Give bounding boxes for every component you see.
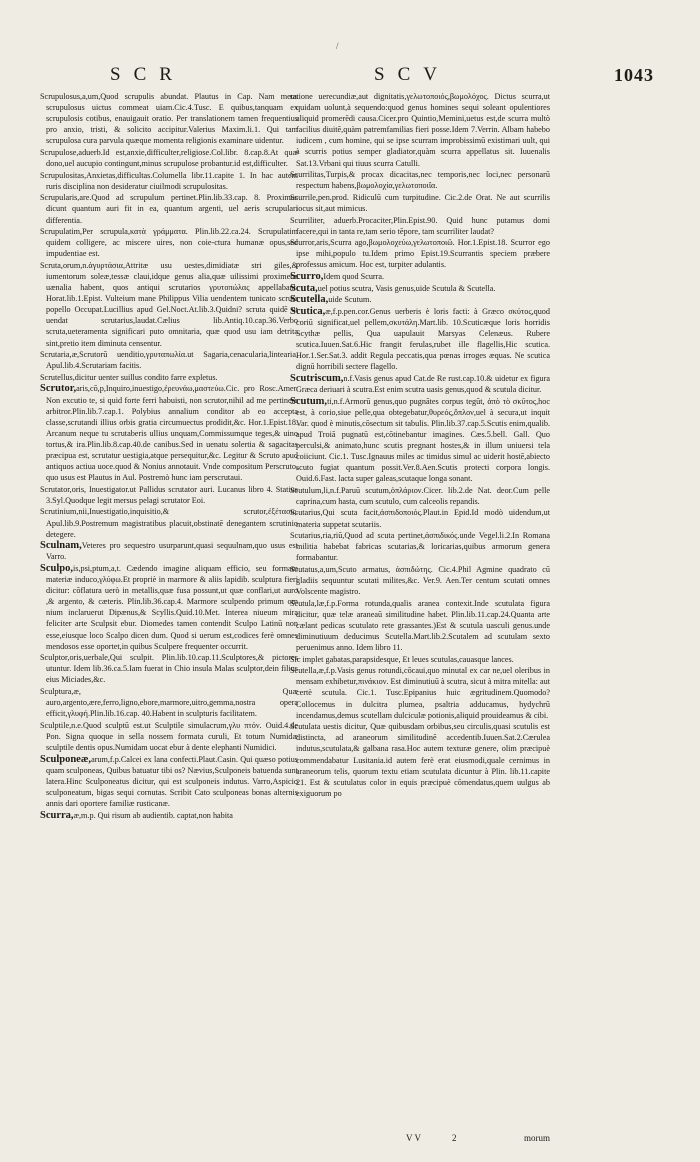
dictionary-entry (290, 507, 550, 529)
dictionary-entry (290, 564, 550, 597)
entry-headword: Scrutor, (40, 383, 77, 395)
dictionary-entry (290, 530, 550, 563)
dictionary-entry (40, 372, 298, 383)
dictionary-entry (290, 294, 550, 305)
running-head-right: SCV (374, 64, 450, 85)
dictionary-entry (290, 215, 550, 237)
entry-headword: Scutriscum, (290, 372, 344, 384)
entry-text: Scrupulositas,Anxietas,difficultas.Columella libr.11.capite 1. In hac autem ruris disciplina non desideratur ciuilmodi scrupulositas. (40, 170, 298, 191)
entry-text: Scrupularis,are.Quod ad scrupulum pertinet.Plin.lib.33.cap. 8. Proximus dicunt quantum auri fit in ea, quantum argenti, uel aeris scrupulari differentia. (40, 193, 298, 225)
dictionary-entry (40, 754, 298, 809)
entry-headword: Scutella, (290, 294, 329, 306)
entry-text: Scutulata uestis dicitur, Quæ quibusdam orbibus,seu circulis,quasi scutulis est distincta, ad araneorum similitudinē accedentib.Iuuen.Sat.2.Cærulea indutus,scutulata,& galbana rasa.Hoc autem texturæ genere, olim præcipuè commendabatur Lusitania.id autem ferè erat eiusmodi,quale cernimus in araneorum telis, quorum textu etiam scutulata dicuntur à Plin. lib.11.capite 21. Est & scutulatus color in equis præcipuè cōmendatus,quem uulgus ab exiguorum po (290, 722, 550, 798)
entry-text: Sculptor,oris,uerbale,Qui sculpit. Plin.lib.10.cap.11.Sculptores,& pictores utuntur. Idem lib.36.ca.5.Iam fuerat in Chio insula Malas sculptor,dein filius eius Miciades,&c. (40, 653, 298, 685)
dictionary-entry (290, 283, 550, 294)
dictionary-entry (40, 506, 298, 539)
entry-text: Scurror,aris,Scurra ago,βωμολοχεύω,γελωτοποιῶ. Hor.1.Epist.18. Scurror ego ipse mihi,populo tu.Idem primo Epist.19.Scurrantis speciem præbere professus amicum. Hoc est, turpiter adulantis. (290, 238, 550, 270)
dictionary-entry (290, 271, 550, 282)
entry-text: Scrutinium,nii,Inuestigatio,inquisitio,& scrutor,ἐξέτασις. Apul.lib.9.Postremum magistratibus placuit,obstinatē denegantem scrutinio detegere. (40, 507, 298, 539)
entry-text: Scruta,orum,n.ἀγυρτάσια,Attritæ usu uestes,dimidiatæ stri giles,& iumentorum soleæ,tessæ claui,idque genus alia,quæ uilissimi proximetæ uænalia habent, quos antiqui scrutarios γρυτοπώλας appellabant. Horat.lib.1.Epist. Vulteium mane Philippus Vilia uendentem tunicato scruta popello Occupat.Lucillius apud Gel.Noct.At.lib.3.Quidni? scruta quidē ut uendat scrutarius,laudat.Cælius lib.Antiq.10.cap.36.Verbo scruta,ueteramenta significari puto omnitaria, quæ quod usu iam detrita sint,pretio item diminuta censentur. (40, 260, 298, 348)
entry-text: Sculptura,æ, Quæ auro,argento,ære,ferro,ligno,ebore,marmore,uitro,gemma,nostra opera efficit,γλυφή.Plin.lib.16.cap. 40.Habent in sculpturis facilitatem. (40, 686, 298, 719)
entry-text: Veteres pro sequestro usurparunt,quasi sequulnam,quo usus est Varro. (46, 541, 298, 562)
dictionary-entry (40, 147, 298, 169)
entry-text: Scrutaria,æ,Scrutorū uenditio,γρυταπωλία.ut Sagaria,cenacularia,lintearia. Apul.lib.4.Scrutariam facitis. (40, 350, 298, 371)
entry-text: Scutulum,li,n.f.Paruū scutum,ὁπλάριον.Cicer. lib.2.de Nat. deor.Cum pelle caprina,cum hasta, cum scutulo, cum calceolis repandis. (290, 485, 550, 506)
entry-text: uide Scutum. (328, 295, 372, 305)
dictionary-entry (290, 237, 550, 270)
signature-mark: VV (406, 1133, 423, 1143)
entry-text: uel potius scutra, Vasis genus,uide Scutula & Scutella. (317, 283, 496, 293)
dictionary-entry (290, 654, 550, 665)
dictionary-entry (40, 720, 298, 753)
left-column (40, 91, 298, 821)
dictionary-entry (40, 192, 298, 225)
dictionary-entry (40, 652, 298, 685)
page-number: 1043 (614, 65, 654, 85)
dictionary-entry (290, 192, 550, 214)
dictionary-entry (40, 686, 298, 719)
entry-text: n.f.Vasis genus apud Cat.de Re rust.cap.10.& uidetur ex figura Græca deriuari à scutra.Est enim scutra uasis genus,quod & scutula dicitur. (296, 373, 550, 394)
entry-text: Sculptile,n.e.Quod sculptū est.ut Sculptile simulacrum,γλυ πτόν. Ouid.4.de Pon. Signa quoque in sella nossem formata curuli, Et totum Numidæ sculptile dentis opus.Numidam uocat ebur à dente elephanti Numidici. (40, 720, 298, 752)
entry-headword: Sculnam, (40, 540, 82, 552)
entry-text: ratione uerecundiæ,aut dignitatis,γελωτοποιός,βωμολόχος. Dictus scurra,ut quidam uolunt,à sequendo:quod genus homines sequi soleant opulentiores aliquid promerēdi causa.Cicer.pro Quintio,Memini,uetus est,de scurra multò facilius diuitē,quàm patremfamilias fieri posse.Idem 7.Verrin. Albam habebo iudicem , cum homine, qui se ipse scurram improbissimū existimari uult, qui à scurris potius semper gladiator,quàm scurra appellatus sit. Iuuenalis Sat.13.Vrbani qui tiuus scurra Catulli. (290, 92, 550, 168)
entry-headword: Sculpo, (40, 562, 73, 574)
entry-text: Scutula,læ,f.p.Forma rotunda,qualis aranea contexit.Inde scutulata figura dicitur, quæ telæ araneaū similitudine habet. Plin.lib.11.cap.24.Quanta arte cælant pedicas scutulato rete grassantes.)Est & scutula uasculi genus.unde diminutiuum deducimus Scutella.Mart.lib.2.Scutalem ad scutulam sexto peruenimus anno. Idem libro 11. (290, 598, 550, 653)
entry-headword: Scurra, (40, 809, 74, 821)
entry-text: Scrupulose,aduerb.Id est,anxie,difficulter,religiose.Col.libr. 8.cap.8.At quæ dono,uel aucupio contingunt,minus scrupulose probantur.id est,difficulter. (40, 147, 298, 169)
entry-text: Scrupulosus,a,um,Quod scrupulis abundat. Plautus in Cap. Nam meus scrupulosus uictus commeat uiam.Cic.4.Tusc. E quibus,tanquam ex scrupulosis cotibus, enauigauit oratio. Per translationem tamen frequentius pro anxio, tristi, & solicito accipitur.Valerius Maxim.li.1. Qui tam scrupulosa cura parvula quæque momenta religionis examinare uidentur. (40, 92, 298, 146)
dictionary-entry (290, 396, 550, 485)
dictionary-entry (290, 91, 550, 169)
entry-headword: Scutum, (290, 395, 328, 407)
running-head-left: SCR (110, 64, 185, 85)
dictionary-entry (40, 349, 298, 371)
dictionary-entry (40, 383, 298, 483)
dictionary-entry (290, 485, 550, 507)
entry-text: Scutarius,Qui scuta facit,ἀσπιδοποιός.Plaut.in Epid.Id modò uidendum,ut materia suppetat scutariis. (290, 508, 550, 529)
dictionary-entry (40, 260, 298, 349)
page-mark: / (336, 41, 339, 51)
signature-number: 2 (452, 1133, 457, 1143)
dictionary-entry (40, 91, 298, 146)
entry-text: aris,cō,p,Inquiro,inuestigo,ἐρευνάω,μαστεύω.Cic. pro Rosc.Amer. Non excutio te, si quid forte ferri habuisti, non scrutor,nihil ad me pertinere arbitror.Plin.lib.7.cap.1. Polybius annalium conditor ab eo accepta classe,scrutandi illius orbis gratia circumuectus prodidit,&c. Hor.1.Epist.18. Arcanum neque tu scrutaberis ullius unquam,Commissumque teges,& uino tortus,& ira.Plin.lib.8.cap.40.de canibus.Sed in uenatu solertia & sagacitas præcipua est, scrutatur uestigia,atque persequitur,&c. Legitur & Scruto apud antiquos actiua uoce.quod & Nonius annotauit. Vnde compositum Perscruto, quo usus est Plautus in Aul. Postremò hunc iam perscrutaui. (46, 384, 298, 483)
entry-text: æ,f.p.pen.cor.Genus uerberis è loris facti: à Græco σκύτος,quod coriū significat,uel pellem,σκυτάλη.Mart.lib. 10.Scuticæque loris horridis Scythæ pellis, Qua uapulauit Marsyas Celenæus. Rubere scutica.Iuuen.Sat.6.Hic frangit ferulas,rubet ille flagellis,Hic scutica. Hor.1.Ser.Sat.3. addit Regula peccatis,qua pœnas irroges æquas. Ne scutica dignū horribili sectere flagello. (296, 306, 550, 372)
dictionary-entry (290, 169, 550, 191)
entry-headword: Sculponeæ, (40, 753, 92, 765)
dictionary-entry (40, 540, 298, 562)
entry-text: arum,f.p.Calcei ex lana confecti.Plaut.Casin. Qui quæso potius quam sculponeas, Quibus batuatur tibi os? Nævius,Sculponeis batuenda sunt latera.Hinc Sculponeatus dicitur, qui est sculponeis indutus. Varro,Aspicio sculponeatum, bigas sequi cornutas. Scribit Cato sculponeas bonas alternis annis dari oportere familiæ rusticanæ. (46, 754, 298, 808)
entry-text: Scutarius,ria,riū,Quod ad scuta pertinet,ἀσπιδικός.unde Vegel.li.2.In Romana militia habebat fabricas scutarias,& loricarias,quibus armorum genera formabantur. (290, 531, 550, 563)
entry-headword: Scutica, (290, 305, 326, 317)
entry-text: Scutatus,a,um,Scuto armatus, ἀσπιδώτης. Cic.4.Phil Agmine quadrato cū gladiis sequuntur scutati milites,&c. Ver.9. Aen.Ter centum scutati omnes Volscente magistro. (290, 564, 550, 597)
dictionary-entry (290, 665, 550, 720)
dictionary-entry (290, 306, 550, 373)
dictionary-entry (40, 810, 298, 821)
entry-text: æ,m.p. Qui risum ab audientib. captat,non habita (73, 810, 233, 820)
entry-text: Sic implet gabatas,parapsidesque, Et leues scutulas,cauasque lances. (290, 654, 514, 664)
dictionary-entry (40, 170, 298, 192)
entry-text: Scurrile,pen.prod. Ridiculū cum turpitudine. Cic.2.de Orat. Ne aut scurrilis iocus sit,aut mimicus. (290, 192, 550, 213)
dictionary-entry (40, 484, 298, 506)
dictionary-entry (290, 373, 550, 395)
entry-text: Scrutellus,dicitur uenter suillus condito farre expletus. (40, 372, 218, 382)
entry-text: Scurriliter, aduerb.Procaciter,Plin.Epist.90. Quid hunc putamus domi facere,qui in tanta re,tam serio tēpore, tam scurriliter laudat? (290, 215, 550, 236)
dictionary-entry (290, 721, 550, 799)
dictionary-entry (290, 598, 550, 653)
entry-text: Scrupulatim,Per scrupula,κατὰ γράμματα. Plin.lib.22.ca.24. Scrupulatim quidem colligere, ac miscere uires, non coie-ctura humanæ opus,sed impudentiae est. (40, 227, 298, 259)
entry-headword: Scurro, (290, 271, 324, 282)
entry-text: ti,n.f.Armorū genus,quo pugnātes corpus tegūt, ἀπὸ τὸ σκῦτος,hoc est, à corio,siue pelle,qua obtegebatur,θυρεός,ὅπλον,uel à secura,ut inquit Var. quod è minutis,cōsectum sit tabulis. Plin.lib.37.cap.5.Scutis enim,qualib. apud Troiā pugnatū est,cōtinebantur imagines. Cæs.5.bell. Gall. Quo perculsi,& animato,hunc scutis pregnant hostes,& in illum uniuersi tela coiiciunt. Cic.1. Tusc.Ignauus miles ac timidus simul ac uiderit hostē,abiecto scuto fugiat quantum possit.Ver.8.Aen.Scutis protecti corpora longis. Ouid.6.Fast. lacta super galeas,scutaque longa sonant. (296, 396, 550, 484)
entry-text: Idem quod Scurra. (323, 272, 385, 281)
entry-text: Scrutator,oris, Inuestigator.ut Pallidus scrutator auri. Lucanus libro 4. Statius 3.Syl.Quodque legit mersus pelagi scrutator Eoi. (40, 484, 298, 505)
entry-headword: Scuta, (290, 282, 318, 294)
dictionary-entry (40, 563, 298, 652)
entry-text: Scurrilitas,Turpis,& procax dicacitas,nec temporis,nec loci,nec personarū respectum habens,βωμολοχία,γελωτοποιΐα. (290, 170, 550, 191)
catchword: morum (524, 1133, 550, 1143)
entry-text: is,psi,ptum,a,t. Cædendo imagine aliquam efficio, seu formam materiæ induco,γλύφω.Et propriè in marmore & aliis lapidib. sculptura fieri dicitur: cōflatura uerò in metallis,quæ fusa possunt,ut quæ conflari,ut auro ,& argento, & cæteris. Plin.lib.36.cap.4. Marmore sculpendo primum om nium inclaruerut Dipænus,& Scyllis.Quid.10.Met. Interea niueum mira feliciter arte Sculpsit ebur. Diomedes tamen contendit Sculpo Latinū non esse,eiusque loco Scalpo dicen dum. Quod si uerum est,codices ferè omnes mendosos esse oportet,in quibus Sculpere frequenter occurrit. (46, 563, 298, 651)
running-header (0, 64, 700, 88)
right-column (290, 91, 550, 799)
page-footer (290, 1133, 550, 1147)
entry-text: Scutella,æ,f.p.Vasis genus rotundi,cōcaui,quo minutal ex car ne,uel oleribus in mensam exhibetur,πινάκιον. Est diminutiuū à scutra, sicut à mitra mitella: aut certè scutula. Cic.1. Tusc.Epipanius huic ægritudinem.Quomodo? Collocemus in dulcitra plumea, psaltria adducamus, hydychrū incendamus,demus scutellam dulciculæ potionis,aliquid prouideamus & cibi. (290, 666, 550, 720)
dictionary-entry (40, 226, 298, 259)
